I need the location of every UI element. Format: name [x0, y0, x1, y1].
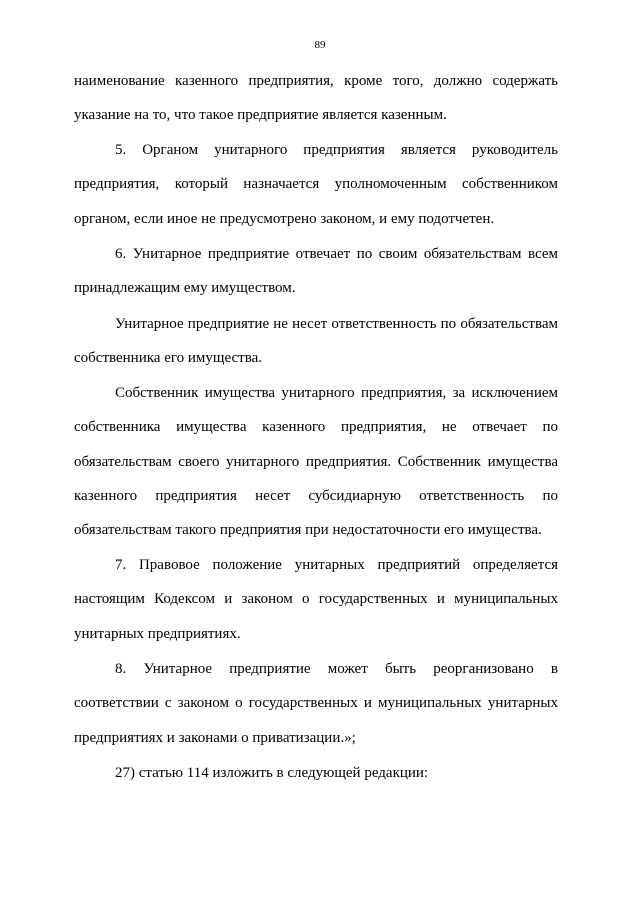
paragraph-item-8: 8. Унитарное предприятие может быть реорганизовано в соответствии с законом о государственных и муниципальных унитарных предприятиях и законами о приватизации.»;	[74, 661, 558, 746]
page-number: 89	[314, 39, 326, 51]
paragraph-item-7: 7. Правовое положение унитарных предприятий определяется настоящим Кодексом и законом о государственных и муниципальных унитарных предприятиях.	[74, 557, 558, 642]
paragraph-kazennoe-name: наименование казенного предприятия, кроме того, должно содержать указание на то, что такое предприятие является казенным.	[74, 73, 558, 124]
paragraph-no-liability: Унитарное предприятие не несет ответственность по обязательствам собственника его имущества.	[74, 316, 558, 367]
paragraph-item-27: 27) статью 114 изложить в следующей редакции:	[115, 765, 429, 781]
paragraph-owner-liability: Собственник имущества унитарного предприятия, за исключением собственника имущества казенного предприятия, не отвечает по обязательствам своего унитарного предприятия. Собственник имущества казенного предприятия несет субсидиарную ответственность по обязательствам такого предприятия при недостаточности его имущества.	[74, 385, 558, 539]
paragraph-item-6: 6. Унитарное предприятие отвечает по своим обязательствам всем принадлежащим ему имуществом.	[74, 246, 558, 297]
paragraph-item-5: 5. Органом унитарного предприятия является руководитель предприятия, который назначается уполномоченным собственником органом, если иное не предусмотрено законом, и ему подотчетен.	[74, 142, 558, 227]
